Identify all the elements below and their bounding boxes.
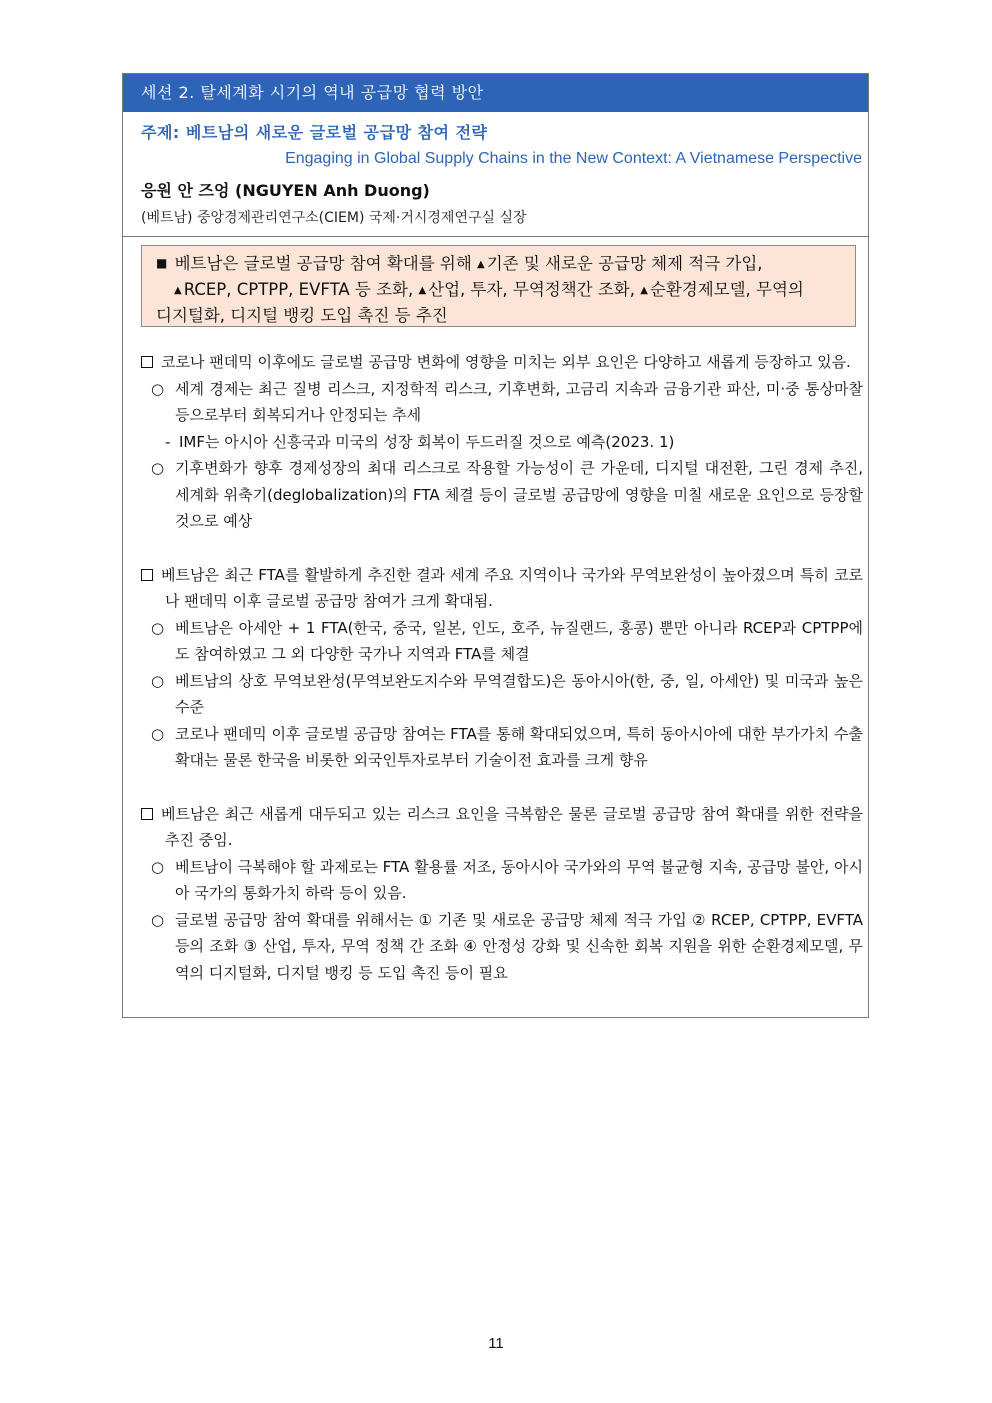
- speaker-info: [123, 112, 868, 237]
- summary-line-1: [156, 251, 845, 277]
- list-item: [141, 376, 863, 429]
- list-item-text: 코로나 팬데믹 이후 글로벌 공급망 참여는 FTA를 통해 확대되었으며, 특히 동아시아에 대한 부가가치 수출 확대는 물론 한국을 비롯한 외국인투자로부터 기술이전 효과를 크게 향유: [175, 724, 863, 769]
- circle-bullet-icon: ○: [151, 459, 165, 477]
- circle-bullet-icon: ○: [151, 910, 165, 929]
- checkbox-square-icon: [141, 569, 153, 581]
- summary-box: [141, 245, 856, 327]
- list-item-text: 베트남의 상호 무역보완성(무역보완도지수와 무역결합도)은 동아시아(한, 중, 일, 아세안) 및 미국과 높은 수준: [175, 671, 863, 716]
- dash-bullet-icon: -: [165, 432, 171, 451]
- summary-line-2: [156, 277, 845, 303]
- summary-text: 베트남은 글로벌 공급망 참여 확대를 위해: [174, 254, 478, 273]
- section-1: [141, 349, 863, 535]
- triangle-icon: ▲: [477, 259, 485, 270]
- summary-text: RCEP, CPTPP, EVFTA 등 조화,: [183, 280, 419, 299]
- list-item: [141, 615, 863, 668]
- summary-text: 산업, 투자, 무역정책간 조화,: [428, 280, 641, 299]
- section-heading: [141, 562, 863, 615]
- speaker-line: [141, 178, 430, 201]
- section-heading-text: 코로나 팬데믹 이후에도 글로벌 공급망 변화에 영향을 미치는 외부 요인은 다양하고 새롭게 등장하고 있음.: [161, 353, 851, 371]
- content-frame: [122, 73, 869, 1018]
- topic-korean: 주제: 베트남의 새로운 글로벌 공급망 참여 전략: [141, 123, 488, 142]
- list-item: [141, 668, 863, 721]
- speaker-affiliation: (베트남) 중앙경제관리연구소(CIEM) 국제·거시경제연구실 실장: [141, 210, 527, 226]
- summary-text: 순환경제모델, 무역의: [649, 280, 804, 299]
- list-item: [141, 429, 863, 456]
- checkbox-square-icon: [141, 808, 153, 820]
- speaker-name: 안 즈엉 (NGUYEN Anh Duong): [177, 181, 430, 200]
- list-item-text: 기후변화가 향후 경제성장의 최대 리스크로 작용할 가능성이 큰 가운데, 디지털 대전환, 그린 경제 추진, 세계화 위축기(deglobalization)의 FTA 체결 등이 글로벌 공급망에 영향을 미칠 새로운 요인으로 등장할 것으로 예상: [175, 459, 863, 530]
- list-item: [141, 455, 863, 535]
- list-item: [141, 854, 863, 907]
- circle-bullet-icon: ○: [151, 857, 165, 876]
- list-item-text: 글로벌 공급망 참여 확대를 위해서는 ① 기존 및 새로운 공급망 체제 적극 가입 ② RCEP, CPTPP, EVFTA 등의 조화 ③ 산업, 투자, 무역 정책 간 조화 ④ 안정성 강화 및 신속한 회복 지원을 위한 순환경제모델, 무역의 디지털화, 디지털 뱅킹 등 도입 촉진 등이 필요: [175, 910, 863, 982]
- section-heading: [141, 349, 863, 376]
- circle-bullet-icon: ○: [151, 671, 165, 690]
- list-item: [141, 721, 863, 774]
- list-item-text: 베트남은 아세안 + 1 FTA(한국, 중국, 일본, 인도, 호주, 뉴질랜드, 홍콩) 뿐만 아니라 RCEP과 CPTPP에도 참여하였고 그 외 다양한 국가나 지역과 FTA를 체결: [175, 618, 863, 663]
- list-item-text: 베트남이 극복해야 할 과제로는 FTA 활용률 저조, 동아시아 국가와의 무역 불균형 지속, 공급망 불안, 아시아 국가의 통화가치 하락 등이 있음.: [175, 857, 863, 902]
- list-item: [141, 907, 863, 987]
- triangle-icon: ▲: [174, 285, 182, 296]
- section-heading-text: 베트남은 최근 FTA를 활발하게 추진한 결과 세계 주요 지역이나 국가와 무역보완성이 높아졌으며 특히 코로나 팬데믹 이후 글로벌 공급망 참여가 크게 확대됨.: [161, 565, 863, 610]
- body-text: [141, 349, 863, 1013]
- triangle-icon: ▲: [418, 285, 427, 296]
- session-title: 세션 2. 탈세계화 시기의 역내 공급망 협력 방안: [123, 74, 868, 112]
- section-3: [141, 801, 863, 987]
- checkbox-square-icon: [141, 356, 153, 368]
- triangle-icon: ▲: [640, 285, 648, 296]
- circle-bullet-icon: ○: [151, 379, 165, 398]
- speaker-prefix: 응원: [141, 181, 172, 200]
- section-heading: [141, 801, 863, 854]
- page-number: 11: [488, 1335, 504, 1352]
- summary-line-3: 디지털화, 디지털 뱅킹 도입 촉진 등 추진: [156, 306, 448, 325]
- circle-bullet-icon: ○: [151, 724, 165, 743]
- section-heading-text: 베트남은 최근 새롭게 대두되고 있는 리스크 요인을 극복함은 물론 글로벌 공급망 참여 확대를 위한 전략을 추진 중임.: [161, 804, 863, 849]
- summary-marker: ■: [156, 256, 168, 270]
- list-item-text: IMF는 아시아 신흥국과 미국의 성장 회복이 두드러질 것으로 예측(2023. 1): [179, 432, 675, 451]
- summary-text: 기존 및 새로운 공급망 체제 적극 가입,: [486, 254, 763, 273]
- section-2: [141, 562, 863, 774]
- list-item-text: 세계 경제는 최근 질병 리스크, 지정학적 리스크, 기후변화, 고금리 지속과 금융기관 파산, 미·중 통상마찰 등으로부터 회복되거나 안정되는 추세: [175, 379, 863, 424]
- topic-english: Engaging in Global Supply Chains in the New Context: A Vietnamese Perspective: [285, 150, 862, 167]
- circle-bullet-icon: ○: [151, 618, 165, 637]
